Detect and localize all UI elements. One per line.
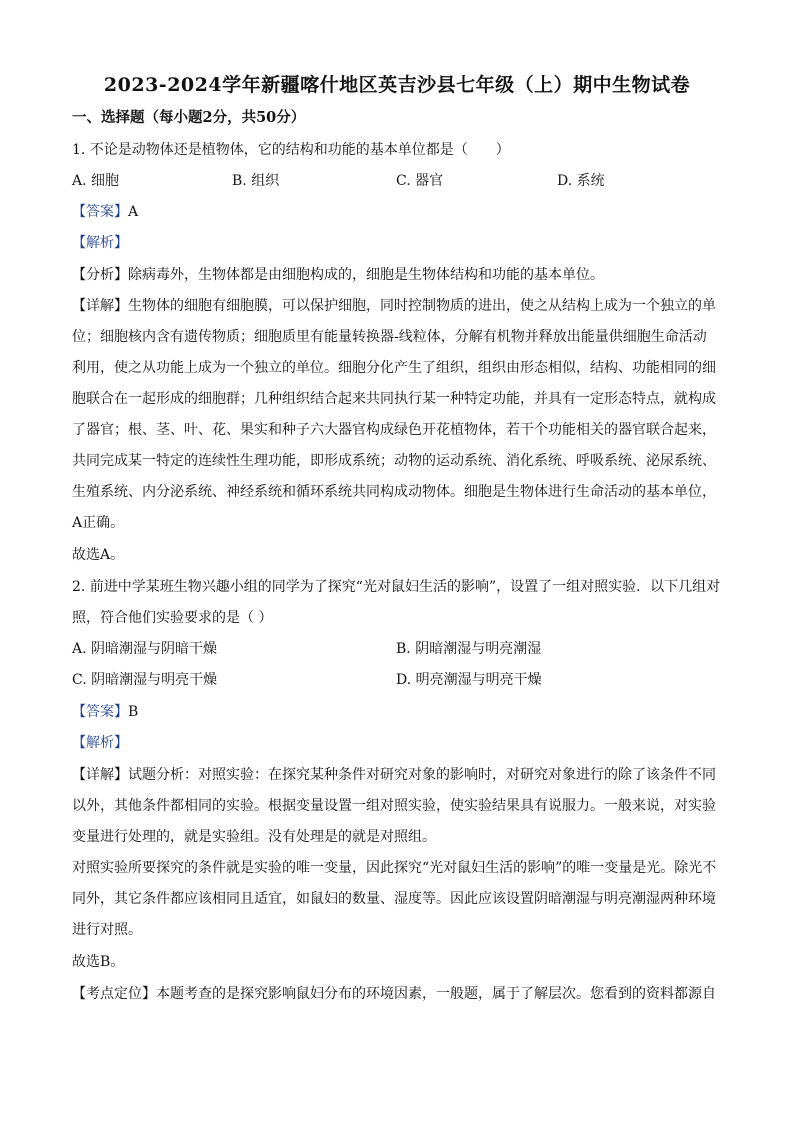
q2-option-d: D. 明亮潮湿与明亮干燥	[396, 672, 542, 688]
q1-detail-line: 生殖系统、内分泌系统、神经系统和循环系统共同构成动物体。细胞是生物体进行生命活动的基本单位，	[72, 484, 716, 500]
q2-detail-line: 进行对照。	[72, 922, 142, 938]
q1-detail-line: 了器官；根、茎、叶、花、果实和种子六大器官构成绿色开花植物体，若干个功能相关的器官联合起来，	[72, 422, 716, 438]
q1-detail-line: A正确。	[72, 515, 125, 531]
section-heading: 一、选择题（每小题2分，共50分）	[72, 109, 306, 126]
analysis-tag: 【解析】	[72, 735, 128, 751]
q2-detail-line: 以外，其他条件都相同的实验。根据变量设置一组对照实验，使实验结果具有说服力。一般来说，对实验	[72, 798, 716, 814]
q1-conclusion: 故选A。	[72, 547, 125, 563]
detail-text: 试题分析：对照实验：在探究某种条件对研究对象的影响时，对研究对象进行的除了该条件不同	[128, 767, 716, 783]
q2-analysis-heading	[72, 733, 722, 753]
q2-option-c: C. 阴暗潮湿与明亮干燥	[72, 672, 218, 688]
q2-detail-line	[72, 765, 722, 785]
q2-stem: 2. 前进中学某班生物兴趣小组的同学为了探究“光对鼠妇生活的影响”，设置了一组对照实验．以下几组对	[72, 579, 721, 595]
detail-tag: 【详解】	[72, 767, 128, 783]
q1-option-c: C. 器官	[396, 173, 444, 189]
q1-detail-line: 胞联合在一起形成的细胞群；几种组织结合起来共同执行某一种特定功能，并具有一定形态特点，就构成	[72, 391, 716, 407]
detail-text: 生物体的细胞有细胞膜，可以保护细胞，同时控制物质的进出，使之从结构上成为一个独立的单	[128, 298, 716, 314]
q1-option-b: B. 组织	[232, 173, 280, 189]
q1-option-a: A. 细胞	[72, 173, 120, 189]
q2-answer	[72, 702, 722, 722]
q2-kaodian	[72, 984, 722, 1004]
analysis-tag: 【解析】	[72, 235, 128, 251]
answer-value: A	[128, 204, 139, 220]
q1-detail-line: 利用，使之从功能上成为一个独立的单位。细胞分化产生了组织，组织由形态相似，结构、功能相同的细	[72, 360, 716, 376]
q2-option-b: B. 阴暗潮湿与明亮潮湿	[396, 641, 542, 657]
q1-detail-line: 位；细胞核内含有遗传物质；细胞质里有能量转换器-线粒体，分解有机物并释放出能量供细胞生命活动	[72, 329, 707, 345]
q1-fenxi	[72, 265, 722, 285]
kaodian-tag: 【考点定位】	[72, 986, 156, 1002]
q2-option-a: A. 阴暗潮湿与阴暗干燥	[72, 641, 218, 657]
answer-value: B	[128, 704, 139, 720]
q2-stem: 照，符合他们实验要求的是（ ）	[72, 610, 273, 626]
detail-tag: 【详解】	[72, 298, 128, 314]
fenxi-text: 除病毒外，生物体都是由细胞构成的，细胞是生物体结构和功能的基本单位。	[128, 267, 604, 283]
q1-analysis-heading	[72, 233, 722, 253]
q1-detail-line: 共同完成某一特定的连续性生理功能，即形成系统；动物的运动系统、消化系统、呼吸系统、泌尿系统、	[72, 453, 716, 469]
answer-tag: 【答案】	[72, 204, 128, 220]
q1-answer	[72, 202, 722, 222]
q1-stem: 1. 不论是动物体还是植物体，它的结构和功能的基本单位都是（ ）	[72, 142, 510, 158]
q1-option-d: D. 系统	[557, 173, 605, 189]
q1-detail-line	[72, 296, 722, 316]
answer-tag: 【答案】	[72, 704, 128, 720]
q2-conclusion: 故选B。	[72, 954, 125, 970]
fenxi-tag: 【分析】	[72, 267, 128, 283]
q2-detail-line: 同外，其它条件都应该相同且适宜，如鼠妇的数量、湿度等。因此应该设置阴暗潮湿与明亮潮湿两种环境	[72, 891, 716, 907]
q2-detail-line: 对照实验所要探究的条件就是实验的唯一变量，因此探究“光对鼠妇生活的影响”的唯一变量是光。除光不	[72, 860, 717, 876]
q2-detail-line: 变量进行处理的，就是实验组。没有处理是的就是对照组。	[72, 829, 436, 845]
page-title: 2023-2024学年新疆喀什地区英吉沙县七年级（上）期中生物试卷	[103, 74, 691, 96]
kaodian-text: 本题考查的是探究影响鼠妇分布的环境因素，一般题，属于了解层次。您看到的资料都源自	[156, 986, 716, 1002]
